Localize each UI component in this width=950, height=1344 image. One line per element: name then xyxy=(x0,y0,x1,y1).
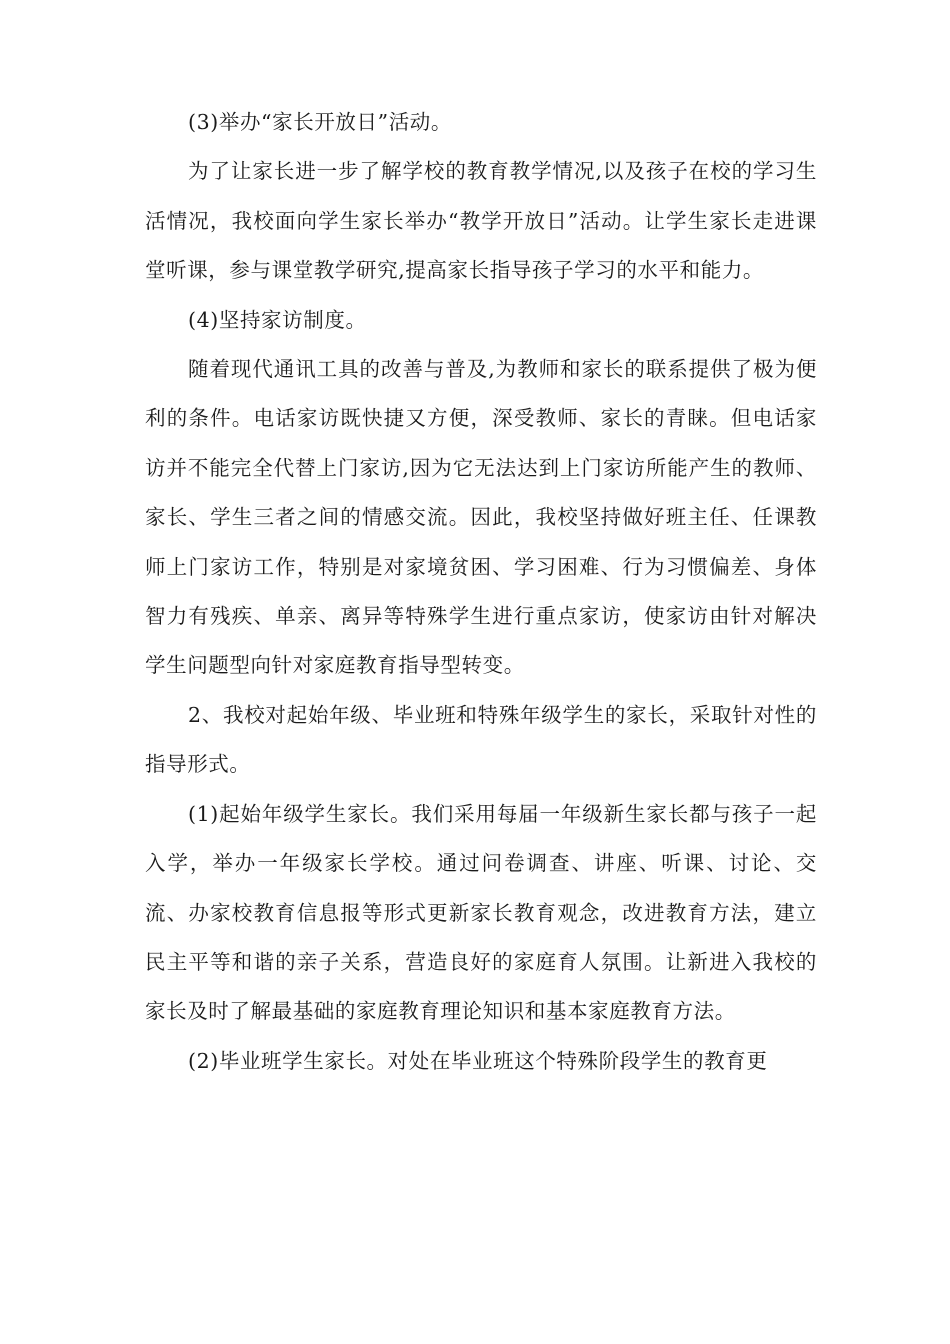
paragraph-section-2: 2、我校对起始年级、毕业班和特殊年级学生的家长，采取针对性的指导形式。 xyxy=(145,702,817,777)
paragraph-heading-4: (4)坚持家访制度。 xyxy=(188,307,367,332)
document-body xyxy=(145,98,817,1086)
paragraph-open-day: 为了让家长进一步了解学校的教育教学情况,以及孩子在校的学习生活情况，我校面向学生家长举办“教学开放日”活动。让学生家长走进课堂听课，参与课堂教学研究,提高家长指导孩子学习的水平和能力。 xyxy=(145,159,817,283)
paragraph-heading-3: (3)举办“家长开放日”活动。 xyxy=(188,110,452,134)
paragraph-home-visit: 随着现代通讯工具的改善与普及,为教师和家长的联系提供了极为便利的条件。电话家访既快捷又方便，深受教师、家长的青睐。但电话家访并不能完全代替上门家访,因为它无法达到上门家访所能产生的教师、家长、学生三者之间的情感交流。因此，我校坚持做好班主任、任课教师上门家访工作，特别是对家境贫困、学习困难、行为习惯偏差、身体智力有残疾、单亲、离异等特殊学生进行重点家访，使家访由针对解决学生问题型向针对家庭教育指导型转变。 xyxy=(145,357,817,678)
paragraph-graduating-class: (2)毕业班学生家长。对处在毕业班这个特殊阶段学生的教育更 xyxy=(188,1048,768,1073)
paragraph-first-grade: (1)起始年级学生家长。我们采用每届一年级新生家长都与孩子一起入学，举办一年级家长学校。通过问卷调查、讲座、听课、讨论、交流、办家校教育信息报等形式更新家长教育观念，改进教育方法，建立民主平等和谐的亲子关系，营造良好的家庭育人氛围。让新进入我校的家长及时了解最基础的家庭教育理论知识和基本家庭教育方法。 xyxy=(145,801,817,1024)
